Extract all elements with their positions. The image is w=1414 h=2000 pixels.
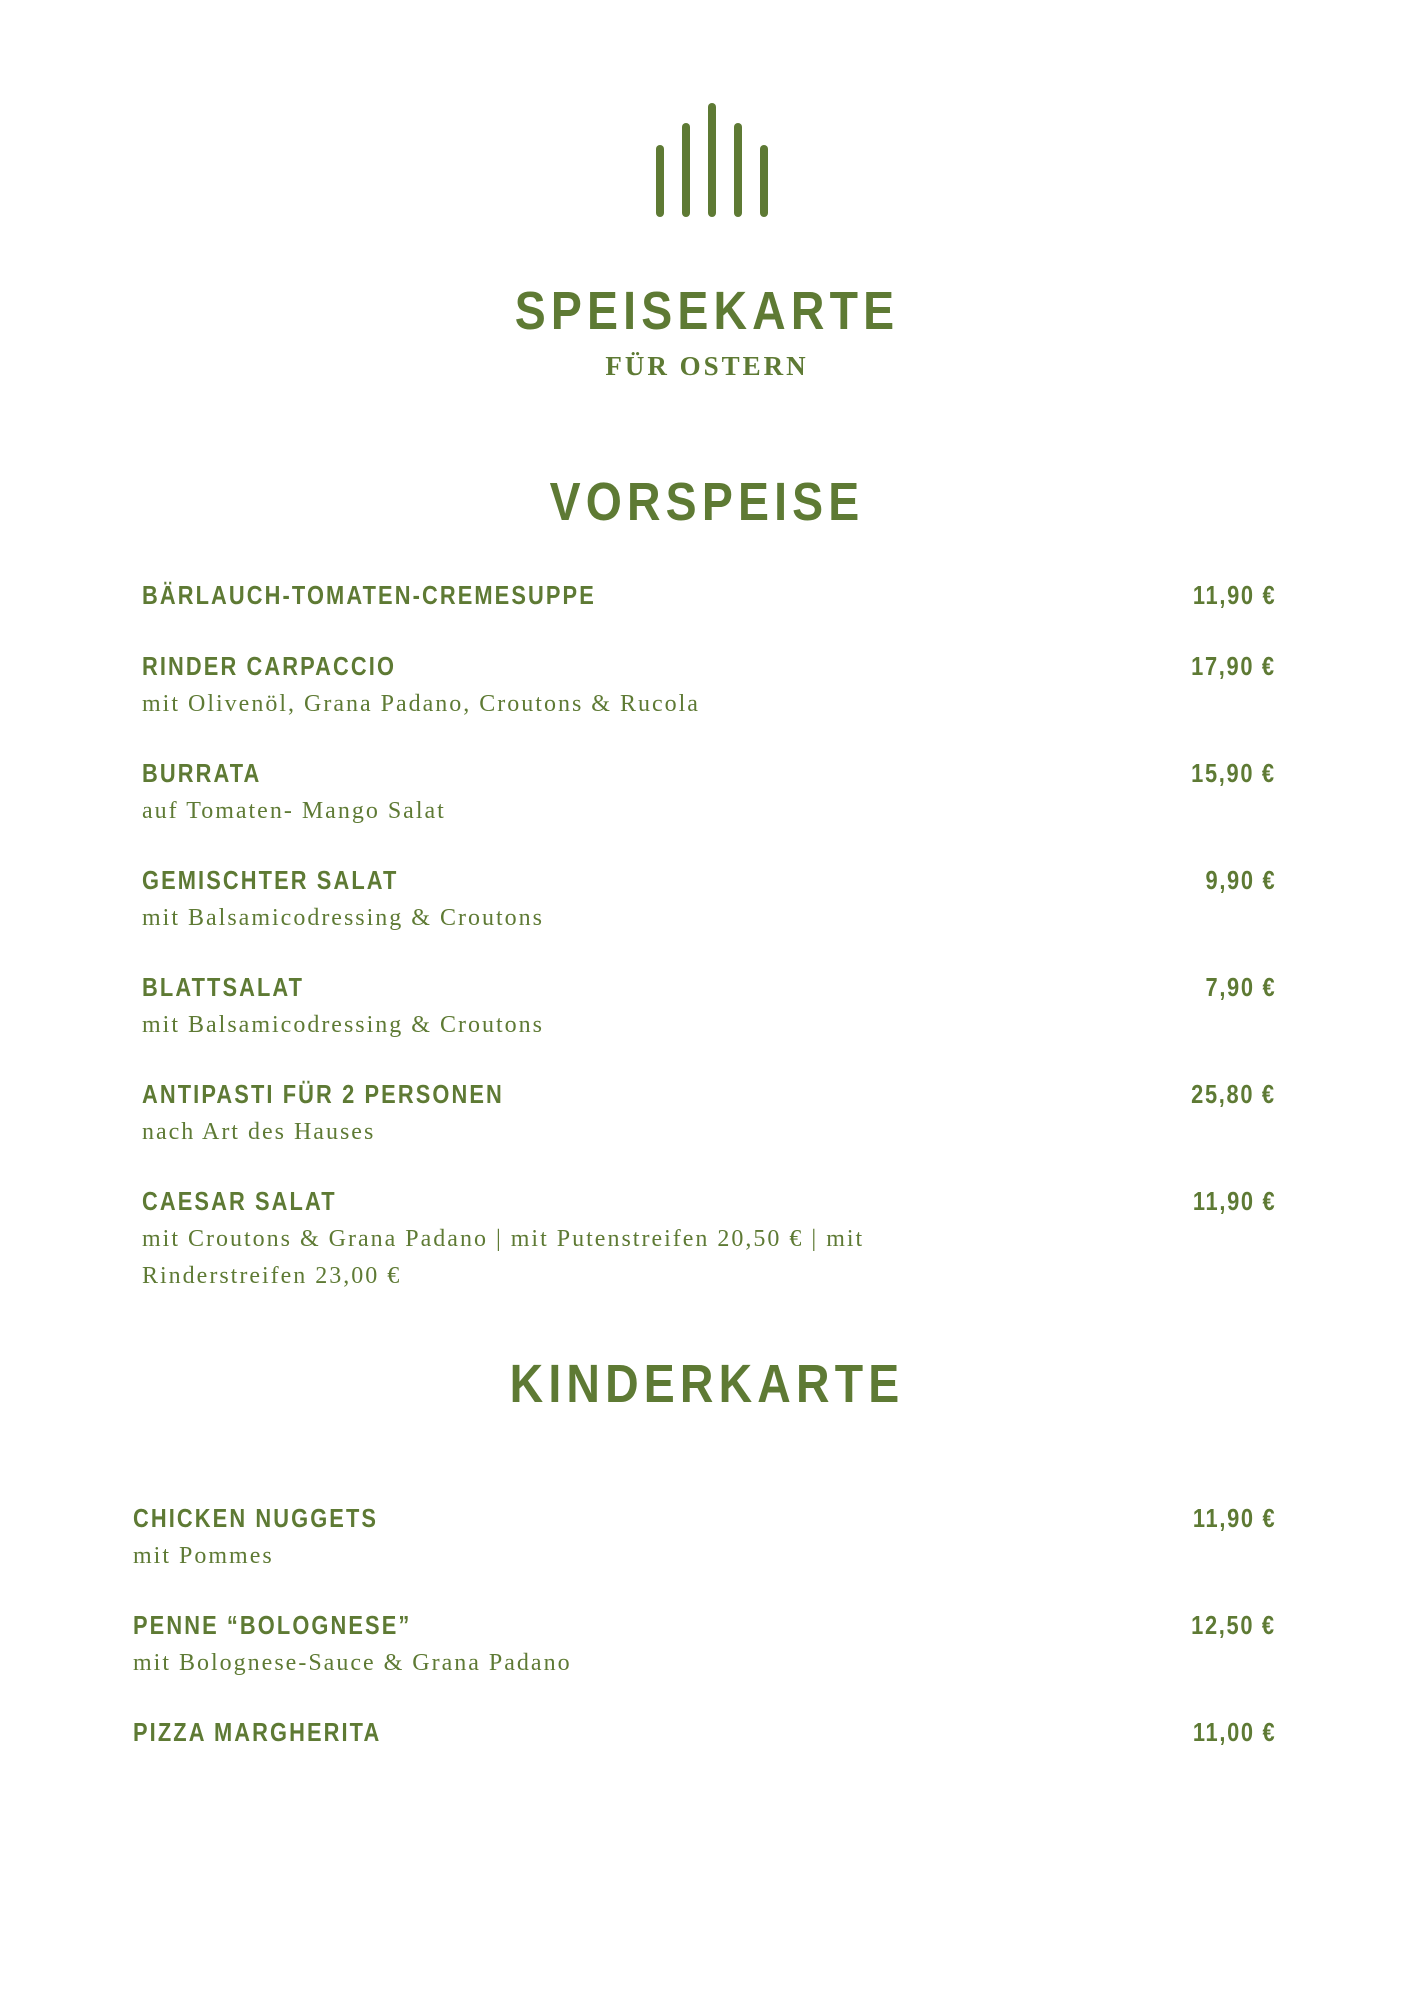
five-vertical-bars-icon	[650, 103, 774, 223]
menu-item-price: 11,00 €	[1192, 1717, 1276, 1747]
menu-item-description: mit Croutons & Grana Padano | mit Putenstreifen 20,50 € | mit Rinderstreifen 23,00 €	[142, 1226, 865, 1289]
menu-item-description: auf Tomaten- Mango Salat	[142, 798, 446, 824]
menu-item-price: 25,80 €	[1191, 1079, 1276, 1109]
menu-item-name: BLATTSALAT	[142, 972, 305, 1002]
menu-item-price: 11,90 €	[1192, 1186, 1276, 1216]
menu-item-name: RINDER CARPACCIO	[142, 651, 397, 681]
menu-item-price: 9,90 €	[1205, 865, 1276, 895]
menu-item-name: CAESAR SALAT	[142, 1186, 337, 1216]
menu-item-description: nach Art des Hauses	[142, 1119, 376, 1145]
section-title-vorspeise: VORSPEISE	[549, 472, 865, 532]
menu-item-name: CHICKEN NUGGETS	[133, 1503, 379, 1533]
menu-item-description: mit Balsamicodressing & Croutons	[142, 905, 544, 931]
section-title-kinderkarte: KINDERKARTE	[509, 1354, 905, 1414]
menu-item-name: BURRATA	[142, 758, 262, 788]
menu-item-name: GEMISCHTER SALAT	[142, 865, 399, 895]
page-title: SPEISEKARTE	[514, 281, 900, 341]
menu-item-price: 15,90 €	[1191, 758, 1276, 788]
menu-item-description: mit Bolognese-Sauce & Grana Padano	[133, 1650, 572, 1676]
menu-item-name: PENNE “BOLOGNESE”	[133, 1610, 412, 1640]
menu-item-price: 12,50 €	[1191, 1610, 1276, 1640]
menu-item-price: 11,90 €	[1192, 580, 1276, 610]
menu-item-description: mit Pommes	[133, 1543, 274, 1569]
menu-item-name: PIZZA MARGHERITA	[133, 1717, 382, 1747]
menu-item-name: BÄRLAUCH-TOMATEN-CREMESUPPE	[142, 580, 596, 610]
menu-item-description: mit Olivenöl, Grana Padano, Croutons & Rucola	[142, 691, 700, 717]
menu-item-price: 17,90 €	[1191, 651, 1276, 681]
page-subtitle: FÜR OSTERN	[605, 351, 809, 381]
menu-item-price: 7,90 €	[1205, 972, 1276, 1002]
menu-item-description: mit Balsamicodressing & Croutons	[142, 1012, 544, 1038]
menu-item-name: ANTIPASTI FÜR 2 PERSONEN	[142, 1079, 504, 1109]
menu-item-price: 11,90 €	[1192, 1503, 1276, 1533]
